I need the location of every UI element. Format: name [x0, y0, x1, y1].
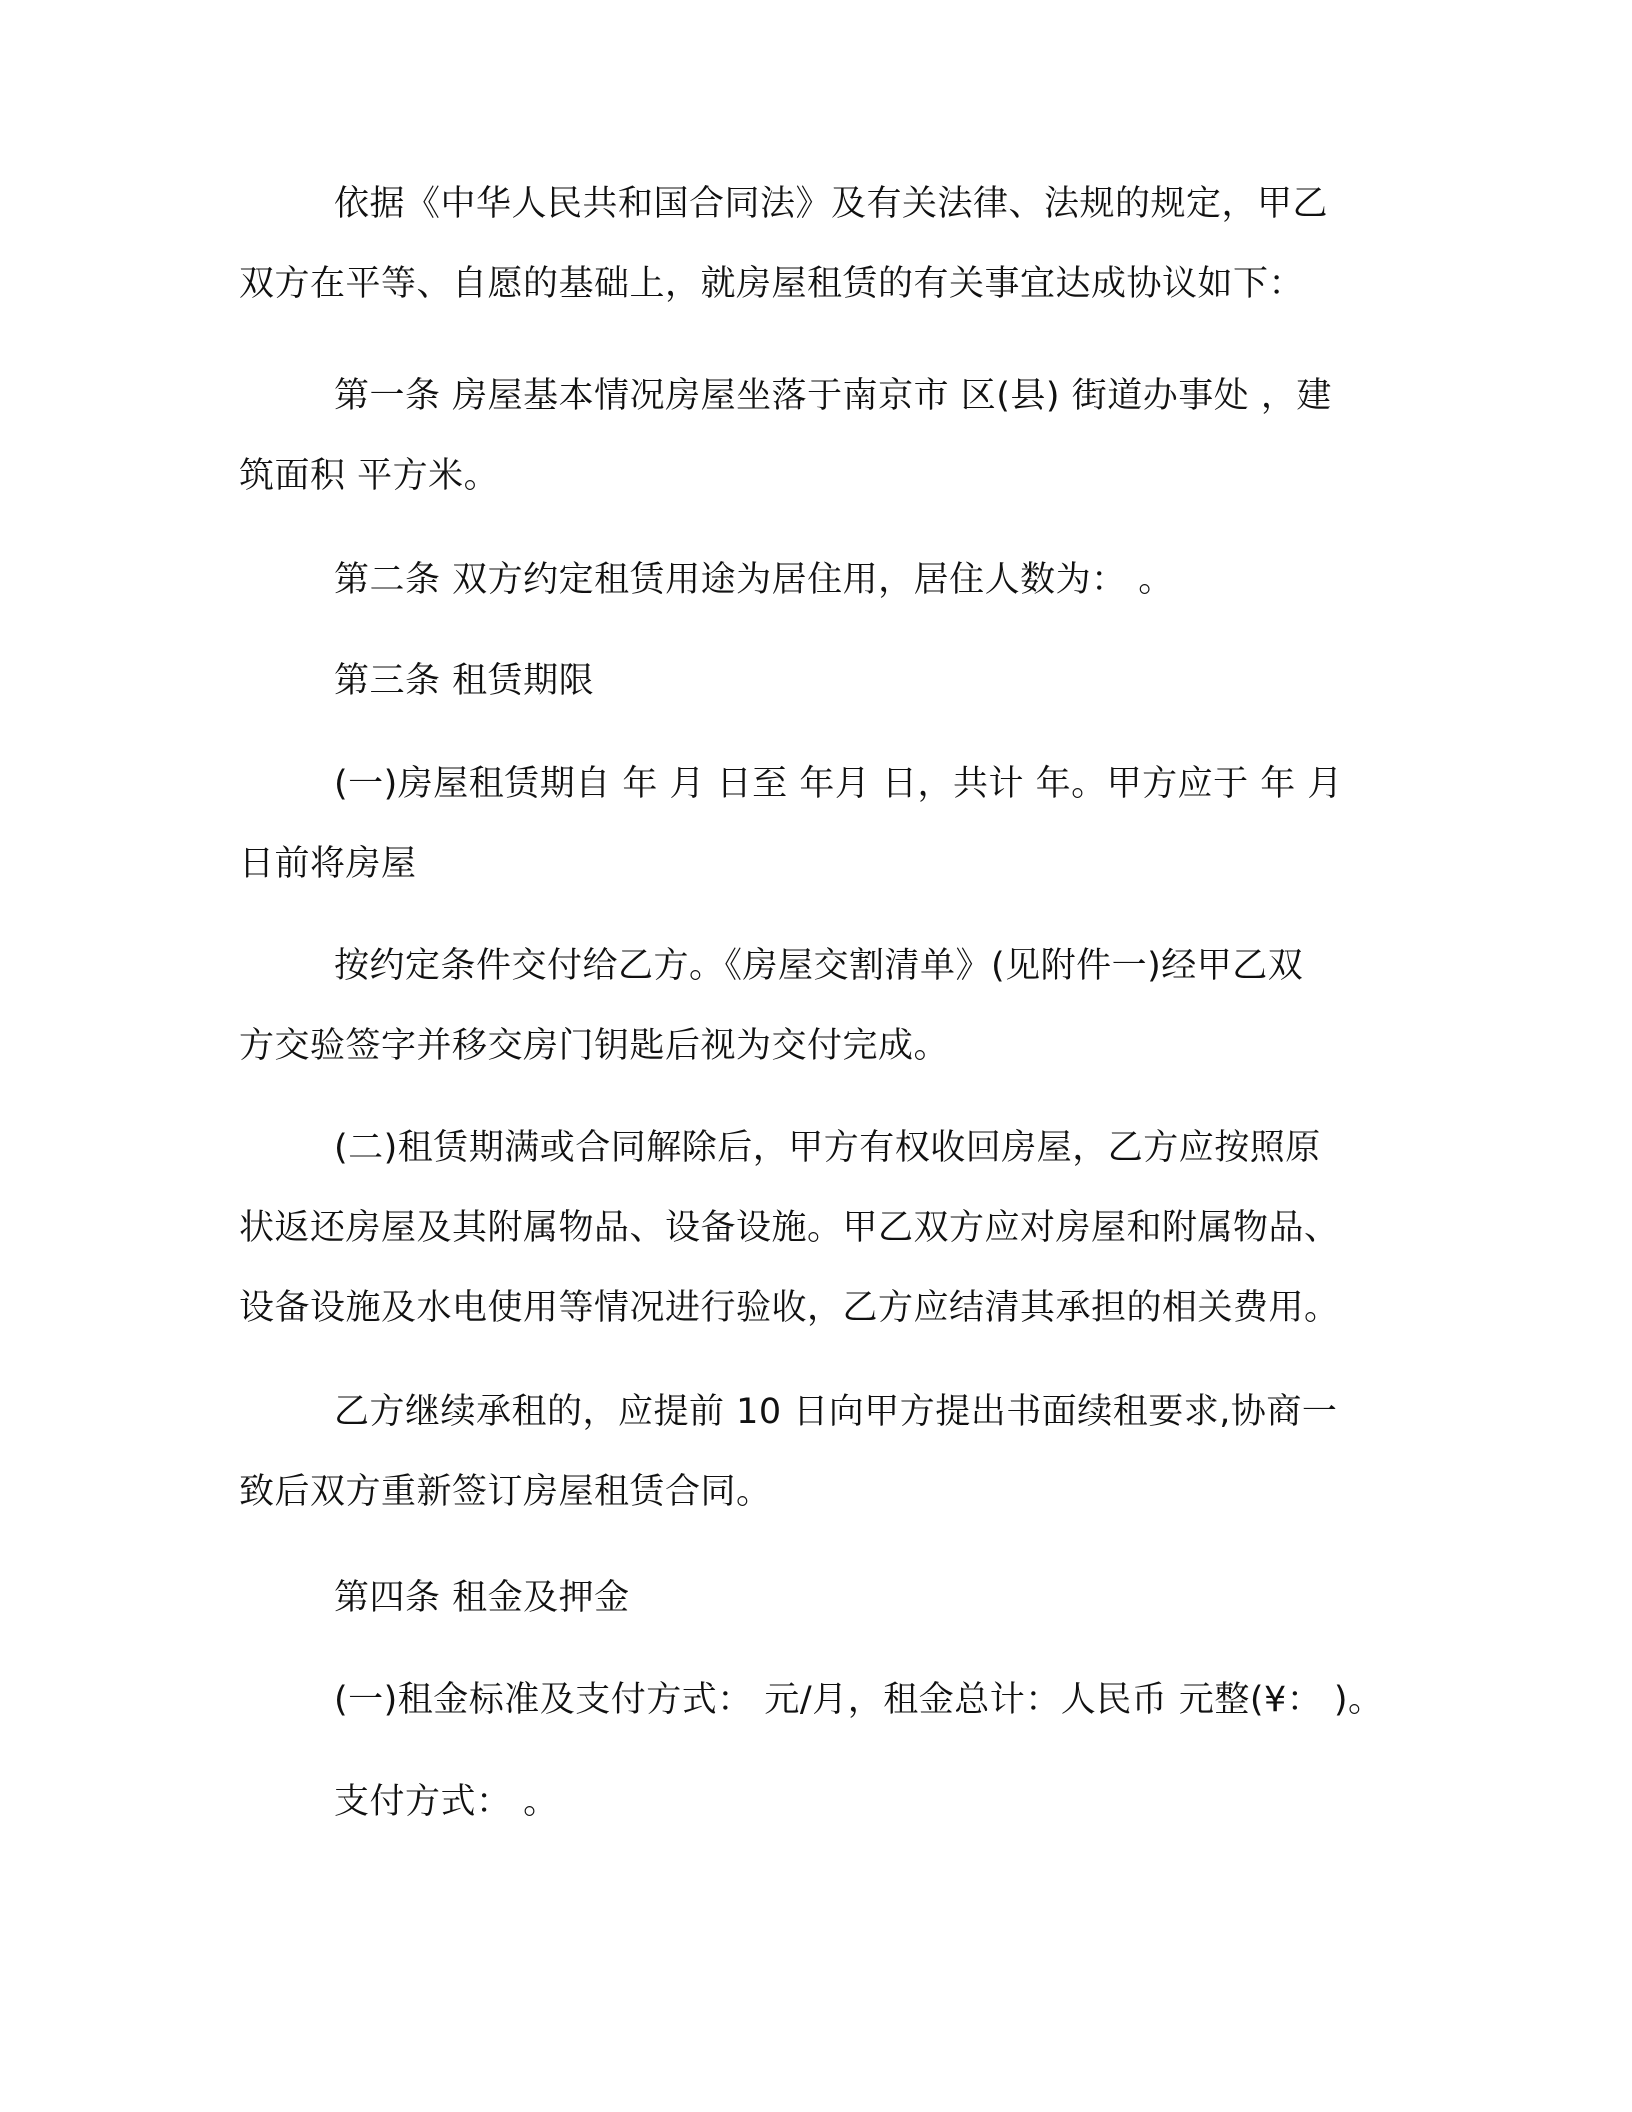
- text-line: 乙方继续承租的，应提前 10 日向甲方提出书面续租要求,协商一: [334, 1392, 1338, 1432]
- paragraph-article-4-heading: [239, 1558, 1419, 1638]
- text-line: 第一条 房屋基本情况房屋坐落于南京市 区(县) 街道办事处 ，建: [334, 376, 1332, 416]
- text-line: 日前将房屋: [239, 844, 417, 884]
- paragraph-preamble: [239, 164, 1419, 324]
- text-line: 状返还房屋及其附属物品、设备设施。甲乙双方应对房屋和附属物品、: [239, 1208, 1340, 1248]
- paragraph-article-3-item-1: [239, 744, 1419, 904]
- text-line: 第三条 租赁期限: [334, 661, 595, 701]
- paragraph-article-2: [239, 540, 1419, 620]
- paragraph-article-1: [239, 356, 1419, 516]
- text-line: 第二条 双方约定租赁用途为居住用，居住人数为： 。: [334, 560, 1174, 600]
- text-line: 支付方式： 。: [334, 1782, 559, 1822]
- text-line: (二)租赁期满或合同解除后，甲方有权收回房屋，乙方应按照原: [334, 1128, 1321, 1168]
- text-line: 设备设施及水电使用等情况进行验收，乙方应结清其承担的相关费用。: [239, 1288, 1340, 1328]
- paragraph-article-3-item-2: [239, 1108, 1419, 1348]
- text-line: 按约定条件交付给乙方。《房屋交割清单》(见附件一)经甲乙双: [334, 946, 1304, 986]
- paragraph-article-4-item-1: [239, 1660, 1419, 1740]
- text-line: 筑面积 平方米。: [239, 456, 500, 496]
- text-line: 双方在平等、自愿的基础上，就房屋租赁的有关事宜达成协议如下：: [239, 264, 1305, 304]
- paragraph-article-3-item-1-cont: [239, 926, 1419, 1086]
- text-line: (一)租金标准及支付方式： 元/月，租金总计：人民币 元整(¥： )。: [334, 1680, 1384, 1720]
- paragraph-article-3-renewal: [239, 1372, 1419, 1532]
- text-line: 依据《中华人民共和国合同法》及有关法律、法规的规定，甲乙: [334, 184, 1329, 224]
- text-line: (一)房屋租赁期自 年 月 日至 年月 日，共计 年。甲方应于 年 月: [334, 764, 1343, 804]
- text-line: 方交验签字并移交房门钥匙后视为交付完成。: [239, 1026, 950, 1066]
- paragraph-article-3-heading: [239, 641, 1419, 721]
- paragraph-article-4-payment: [239, 1762, 1419, 1842]
- text-line: 第四条 租金及押金: [334, 1578, 630, 1618]
- text-line: 致后双方重新签订房屋租赁合同。: [239, 1472, 772, 1512]
